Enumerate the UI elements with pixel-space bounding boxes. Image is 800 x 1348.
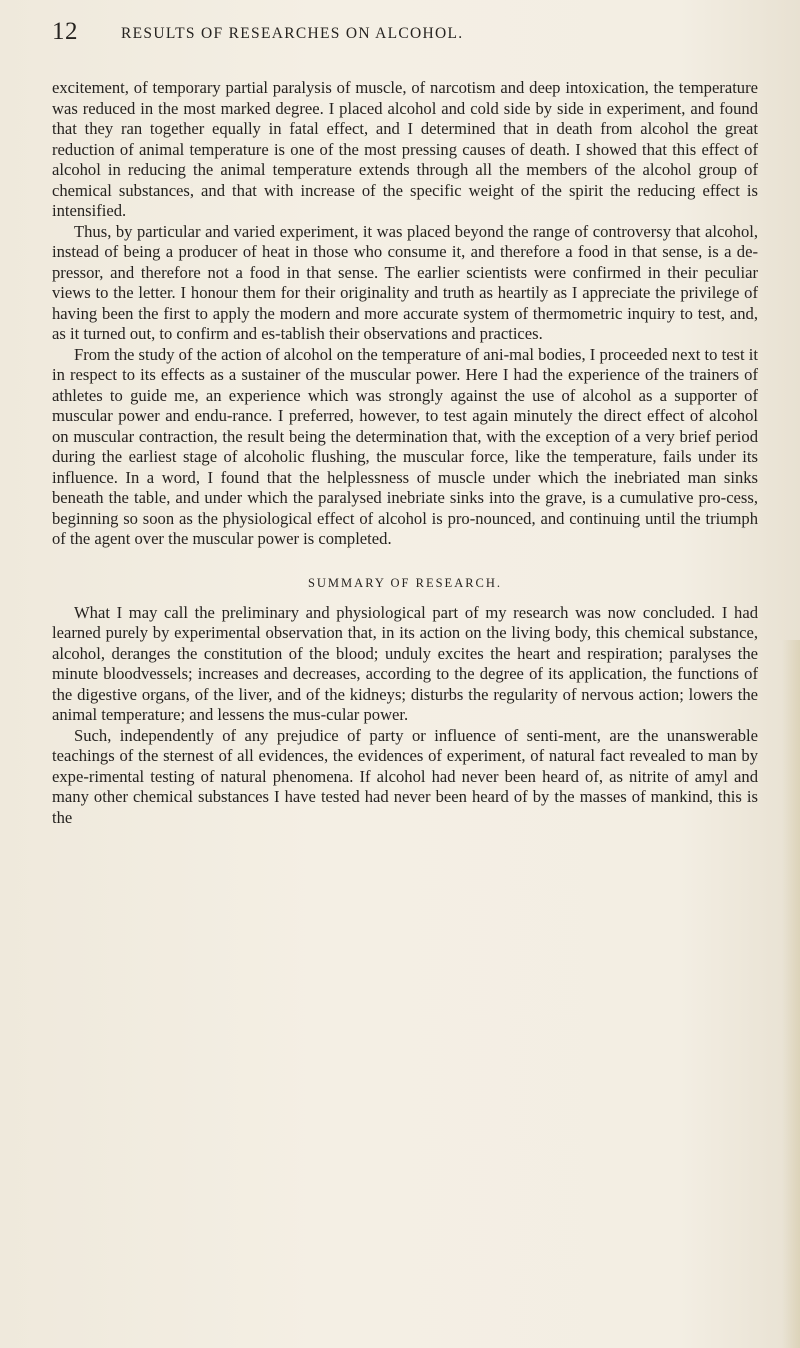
paragraph-summary: What I may call the preliminary and physiological part of my research was now concluded. I had learned purely by experimental observation that, in its action on the living body, this chemical substance, alcohol, deranges the constitution of the blood; unduly excites the heart and respiration; paralyses the minute bloodvessels; increases and decreases, according to the degree of its application, the functions of the digestive organs, of the liver, and of the kidneys; disturbs the regularity of nervous action; lowers the animal temperature; and lessens the mus-cular power. [52, 602, 758, 724]
page-header [52, 18, 752, 52]
body-text [52, 78, 758, 828]
paragraph-depressor: Thus, by particular and varied experiment, it was placed beyond the range of controversy that alcohol, instead of being a producer of heat in those who consume it, and therefore a food in that sense, is a de-pressor, and therefore not a food in that sense. The earlier scientists were confirmed in their peculiar views to the letter. I honour them for their originality and truth as heartily as I appreciate the privilege of having been the first to apply the modern and more accurate system of thermometric inquiry to test, and, as it turned out, to confirm and es-tablish their observations and practices. [52, 221, 758, 343]
paragraph-temperature: excitement, of temporary partial paralysis of muscle, of narcotism and deep intoxication, the temperature was reduced in the most marked degree. I placed alcohol and cold side by side in experiment, and found that they ran together equally in fatal effect, and I determined that in death from alcohol the great reduction of animal temperature is one of the most pressing causes of death. I showed that this effect of alcohol in reducing the animal temperature extends through all the members of the alcohol group of chemical substances, and that with increase of the specific weight of the spirit the reducing effect is intensified. [52, 78, 758, 220]
paragraph-muscular-power: From the study of the action of alcohol on the temperature of ani-mal bodies, I proceeded next to test it in respect to its effects as a sustainer of the muscular power. Here I had the experience of the trainers of athletes to guide me, an experience which was strongly against the use of alcohol as a supporter of muscular power and endu-rance. I preferred, however, to test again minutely the direct effect of alcohol on muscular contraction, the result being the determination that, with the exception of a very brief period during the earliest stage of alcoholic flushing, the muscular force, like the temperature, fails under its influence. In a word, I found that the helplessness of muscle under which the inebriated man sinks beneath the table, and under which the paralysed inebriate sinks into the grave, is a cumulative pro-cess, beginning so soon as the physiological effect of alcohol is pro-nounced, and continuing until the triumph of the agent over the muscular power is completed. [52, 344, 758, 548]
page-edge-stain [782, 640, 800, 1348]
section-heading: SUMMARY OF RESEARCH. [307, 575, 503, 590]
paragraph-conclusion: Such, independently of any prejudice of party or influence of senti-ment, are the unanswerable teachings of the sternest of all evidences, the evidences of experiment, of natural fact revealed to man by expe-rimental testing of natural phenomena. If alcohol had never been heard of, as nitrite of amyl and many other chemical substances I have tested had never been heard of by the masses of mankind, this is the [52, 725, 758, 827]
page-number: 12 [52, 18, 78, 45]
running-head: RESULTS OF RESEARCHES ON ALCOHOL. [121, 25, 464, 42]
